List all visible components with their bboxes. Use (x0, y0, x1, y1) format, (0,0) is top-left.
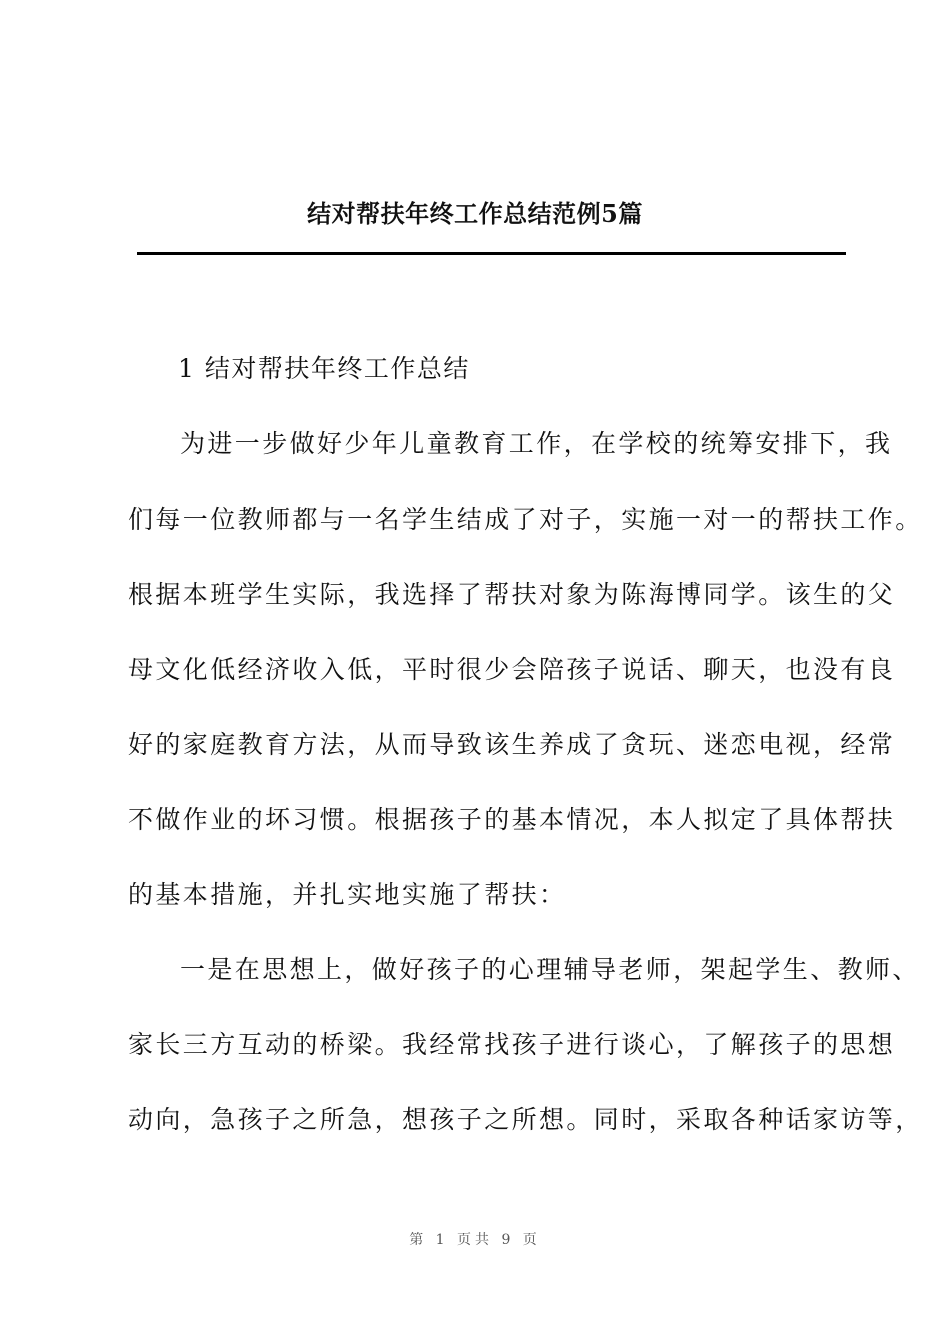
paragraph-line-2: 们每一位教师都与一名学生结成了对子，实施一对一的帮扶工作。 (128, 505, 923, 534)
paragraph-line-3: 根据本班学生实际，我选择了帮扶对象为陈海博同学。该生的父 (128, 580, 896, 609)
paragraph-line-1: 为进一步做好少年儿童教育工作，在学校的统筹安排下，我 (180, 429, 893, 458)
paragraph-line-4: 母文化低经济收入低，平时很少会陪孩子说话、聊天，也没有良 (128, 655, 896, 684)
page-footer: 第 1 页共 9 页 (409, 1232, 541, 1248)
title-underline (137, 252, 846, 255)
document-title: 结对帮扶年终工作总结范例5篇 (307, 199, 643, 228)
paragraph-line-7: 的基本措施，并扎实地实施了帮扶： (128, 880, 567, 909)
paragraph-line-8: 一是在思想上，做好孩子的心理辅导老师，架起学生、教师、 (180, 955, 920, 984)
paragraph-line-5: 好的家庭教育方法，从而导致该生养成了贪玩、迷恋电视，经常 (128, 730, 896, 759)
paragraph-line-9: 家长三方互动的桥梁。我经常找孩子进行谈心，了解孩子的思想 (128, 1030, 896, 1059)
paragraph-line-6: 不做作业的坏习惯。根据孩子的基本情况，本人拟定了具体帮扶 (128, 805, 896, 834)
paragraph-line-10: 动向，急孩子之所急，想孩子之所想。同时，采取各种话家访等， (128, 1105, 923, 1134)
section-heading: 1 结对帮扶年终工作总结 (178, 354, 470, 383)
